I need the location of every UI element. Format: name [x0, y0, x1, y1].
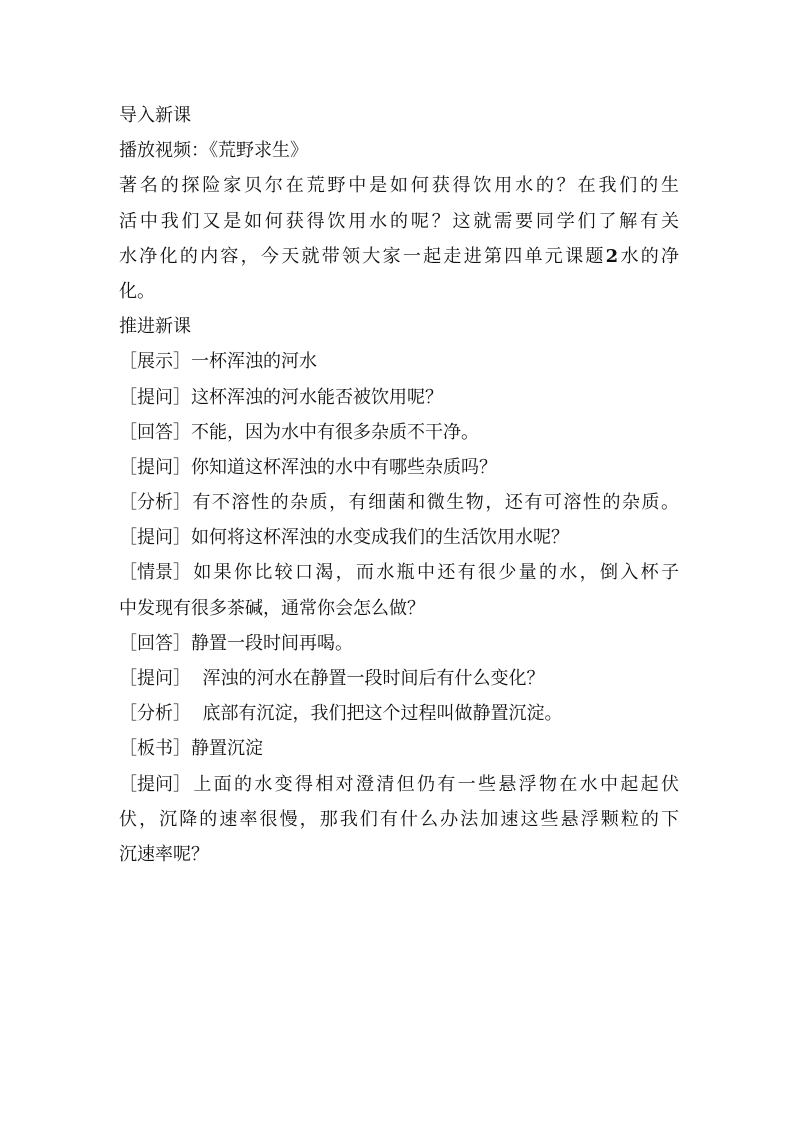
intro-paragraph-line: 化。	[119, 280, 155, 302]
intro-paragraph-line: 活中我们又是如何获得饮用水的呢？这就需要同学们了解有关	[119, 210, 679, 232]
dialogue-text: 静置一段时间再喝。	[191, 632, 353, 654]
dialogue-text: 静置沉淀	[191, 738, 263, 760]
dialogue-tag: ［提问］	[119, 456, 191, 478]
dialogue-text: 你知道这杯浑浊的水中有哪些杂质吗？	[191, 456, 497, 478]
dialogue-tag: ［情景］	[119, 562, 191, 584]
document-page	[119, 98, 679, 872]
dialogue-tag: ［提问］	[119, 668, 191, 689]
dialogue-item	[119, 485, 679, 520]
dialogue-continuation: 伏，沉降的速率很慢，那我们有什么办法加速这些悬浮颗粒的下	[119, 808, 679, 830]
dialogue-text: 这杯浑浊的河水能否被饮用呢？	[191, 386, 443, 408]
dialogue-item	[119, 415, 679, 450]
dialogue-item	[119, 555, 679, 590]
dialogue-item	[119, 450, 679, 485]
dialogue-text: 底部有沉淀，我们把这个过程叫做静置沉淀。	[191, 703, 563, 725]
dialogue-tag: ［提问］	[119, 527, 191, 549]
dialogue-item	[119, 767, 679, 802]
dialogue-tag: ［分析］	[119, 492, 191, 514]
dialogue-tag: ［展示］	[119, 351, 191, 373]
dialogue-item	[119, 520, 679, 555]
dialogue-tag: ［提问］	[119, 773, 191, 795]
dialogue-text: 一杯浑浊的河水	[191, 351, 317, 373]
dialogue-continuation: 中发现有很多茶碱，通常你会怎么做？	[119, 597, 425, 619]
dialogue-text: 不能，因为水中有很多杂质不干净。	[191, 421, 479, 443]
dialogue-tag: ［提问］	[119, 386, 191, 408]
dialogue-item	[119, 380, 679, 415]
section-heading-advance: 推进新课	[119, 316, 191, 338]
dialogue-item	[119, 661, 679, 696]
dialogue-item	[119, 626, 679, 661]
dialogue-tag: ［分析］	[119, 703, 191, 725]
intro-paragraph-line: 著名的探险家贝尔在荒野中是如何获得饮用水的？在我们的生	[119, 175, 679, 197]
dialogue-item	[119, 731, 679, 766]
dialogue-tag: ［板书］	[119, 738, 191, 760]
dialogue-text: 浑浊的河水在静置一段时间后有什么变化？	[191, 668, 545, 689]
dialogue-tag: ［回答］	[119, 632, 191, 654]
dialogue-text: 上面的水变得相对澄清但仍有一些悬浮物在水中起起伏	[191, 773, 679, 795]
intro-paragraph-line: 水净化的内容，今天就带领大家一起走进第四单元课题2水的净	[119, 245, 680, 267]
dialogue-tag: ［回答］	[119, 421, 191, 443]
dialogue-continuation: 沉速率呢？	[119, 843, 209, 865]
dialogue-item	[119, 696, 679, 731]
dialogue-text: 如果你比较口渴，而水瓶中还有很少量的水，倒入杯子	[191, 562, 679, 584]
section-heading-intro: 导入新课	[119, 105, 191, 126]
dialogue-item	[119, 344, 679, 379]
video-label: 播放视频：《荒野求生》	[119, 140, 308, 162]
dialogue-text: 如何将这杯浑浊的水变成我们的生活饮用水呢？	[191, 527, 569, 549]
unit-number: 2	[605, 245, 619, 267]
dialogue-text: 有不溶性的杂质，有细菌和微生物，还有可溶性的杂质。	[191, 492, 679, 514]
